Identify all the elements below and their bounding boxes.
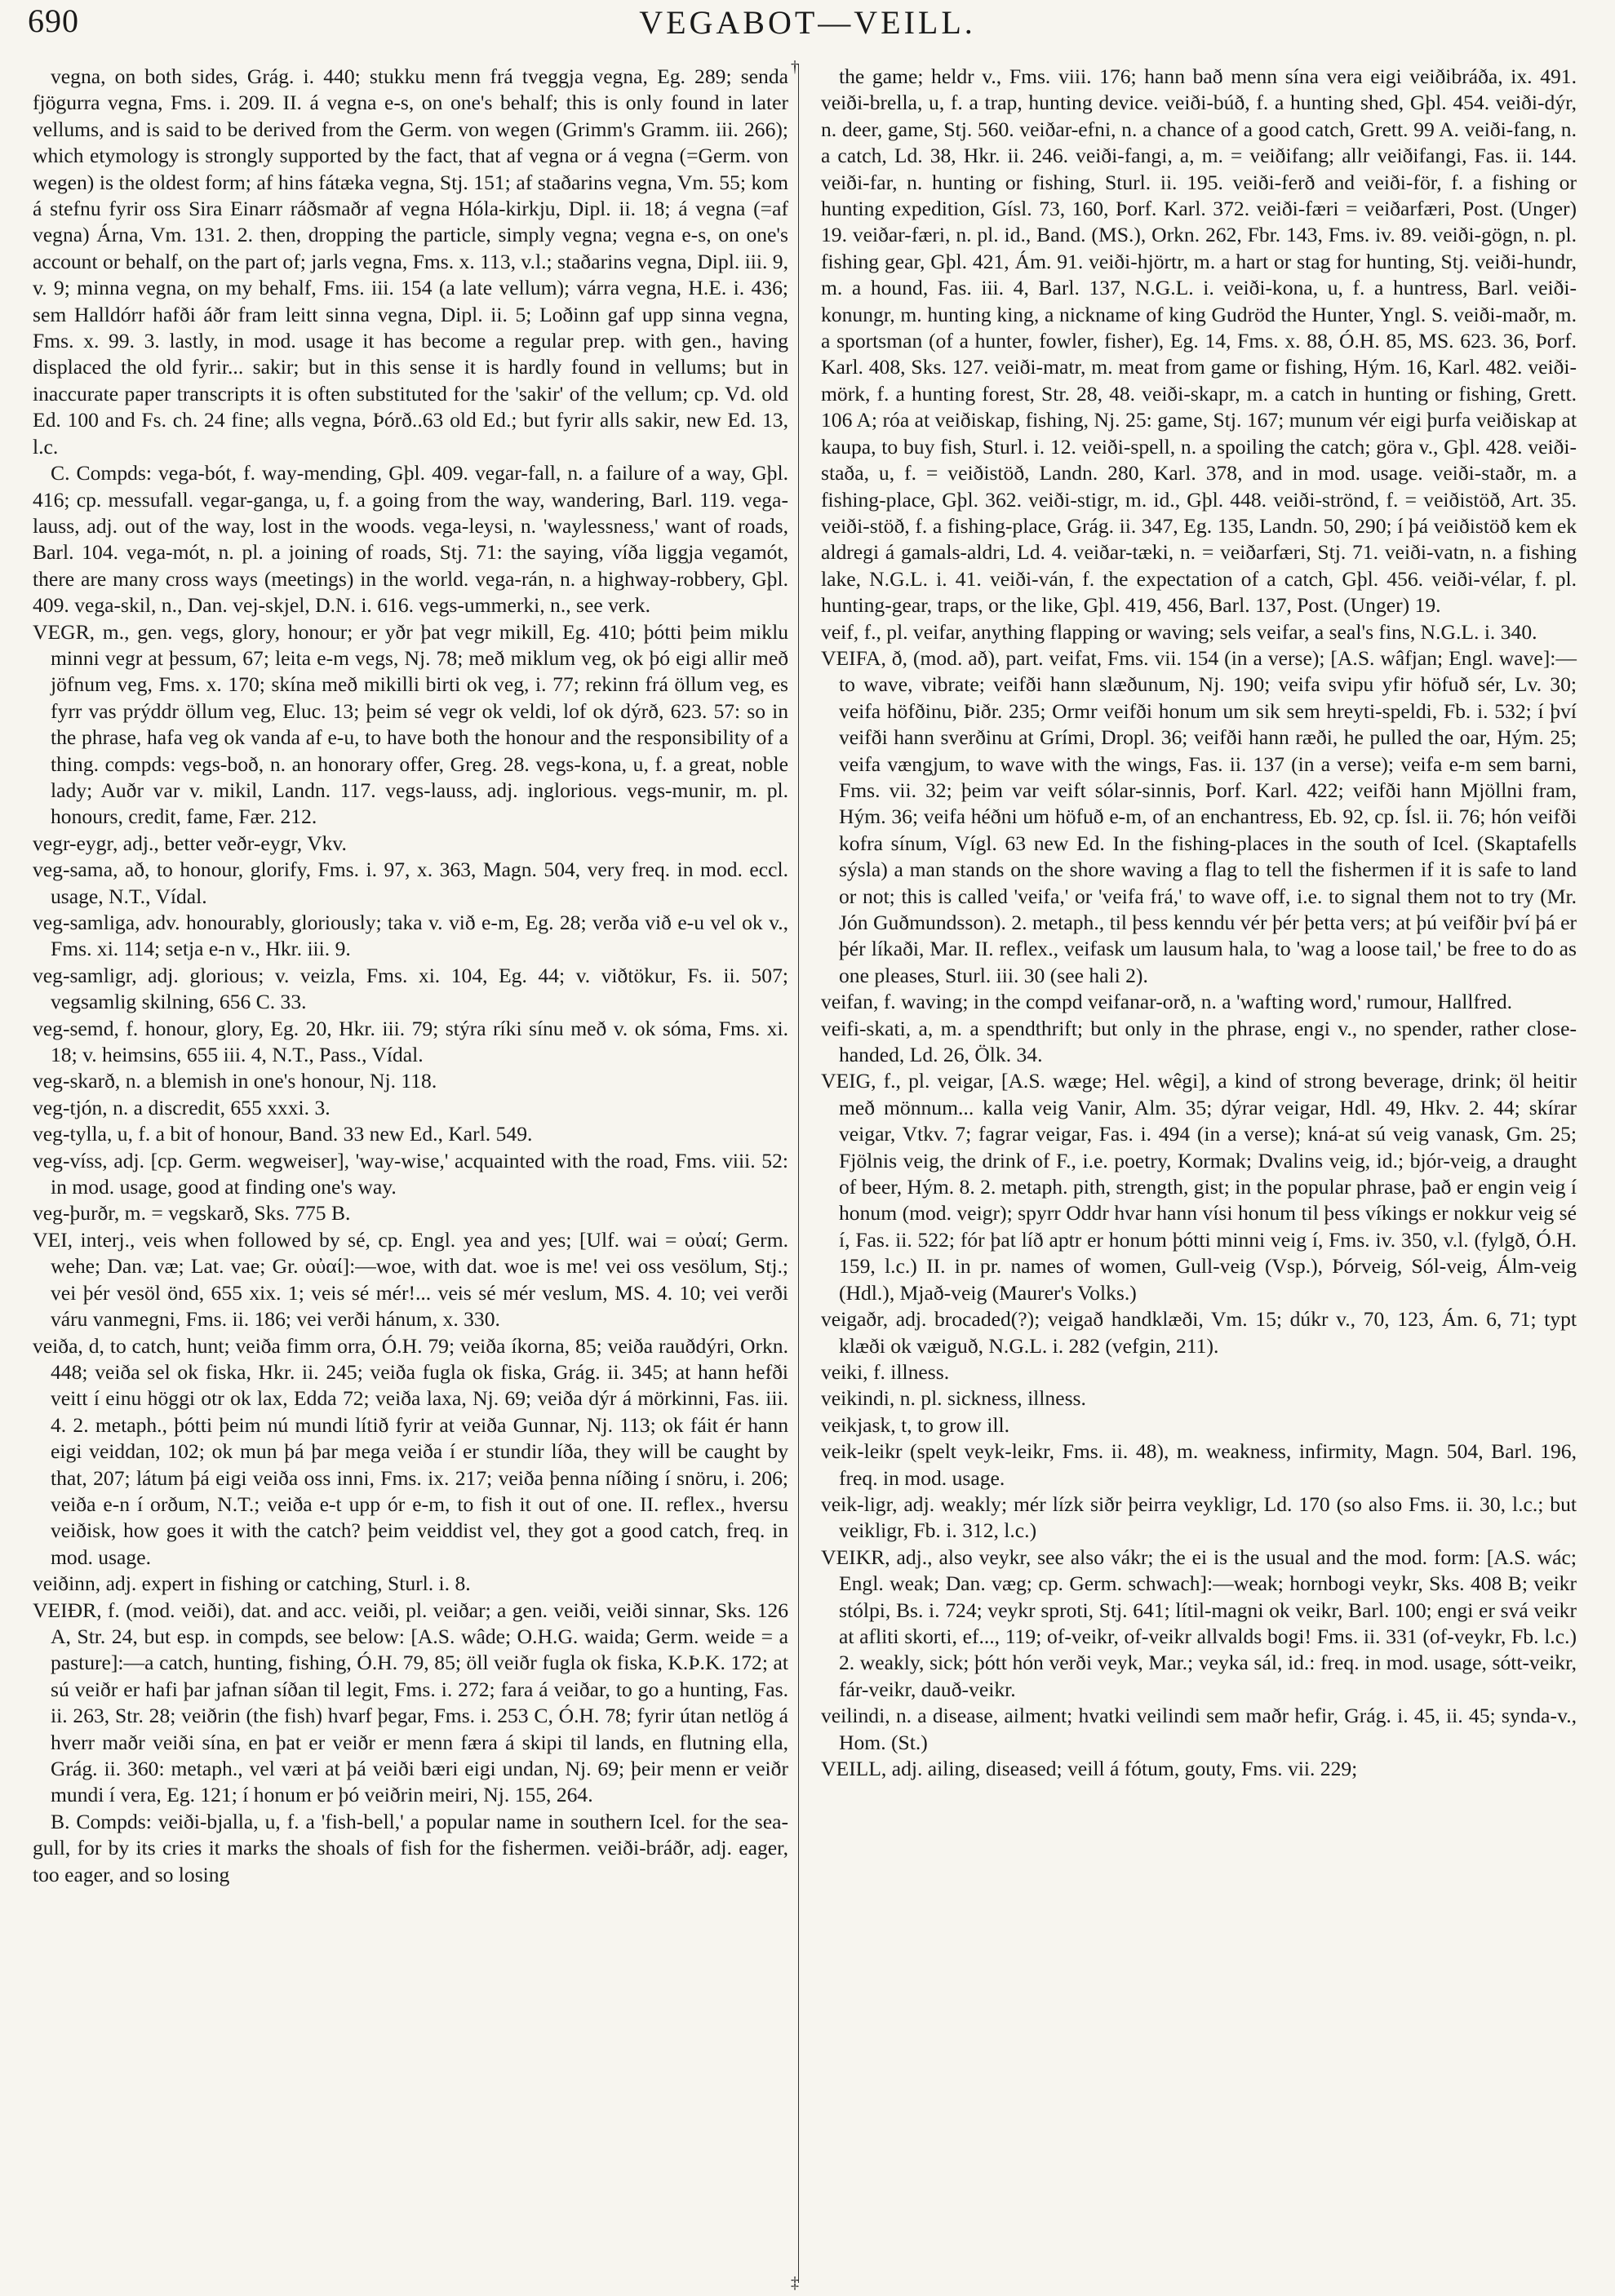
left-column (33, 64, 788, 1888)
dictionary-entry: veg-semd, f. honour, glory, Eg. 20, Hkr. iii. 79; stýra ríki sínu með v. ok sóma, Fms. xi. 18; v. heimsins, 655 iii. 4, N.T., Pass., Vídal. (33, 1016, 788, 1067)
dictionary-entry: vegna, on both sides, Grág. i. 440; stukku menn frá tveggja vegna, Eg. 289; senda fjögurra vegna, Fms. i. 209. II. á vegna e-s, on one's behalf; this is only found in later vellums, and is said to be derived from the Germ. von wegen (Grimm's Gramm. iii. 266); which etymology is strongly supported by the fact, that af vegna or á vegna (=Germ. von wegen) is the oldest form; af hins fátæka vegna, Stj. 151; af staðarins vegna, Vm. 55; kom á stefnu fyrir oss Sira Einarr ráðsmaðr af vegna Hóla-kirkju, Dipl. ii. 18; á vegna (=af vegna) Árna, Vm. 131. 2. then, dropping the particle, simply vegna; vegna e-s, on one's account or behalf, on the part of; jarls vegna, Fms. x. 113, v.l.; staðarins vegna, Dipl. iii. 9, v. 9; minna vegna, on my behalf, Fms. iii. 154 (a late vellum); várra vegna, H.E. i. 436; sem Halldórr hafði áðr fram leitt sinna vegna, Dipl. ii. 5; Loðinn gaf upp sinna vegna, Fms. x. 99. 3. lastly, in mod. usage it has become a regular prep. with gen., having displaced the old fyrir... sakir; but in this sense it is hardly found in vellums; but in inaccurate paper transcripts it is often substituted for the 'sakir' of the vellum; cp. Vd. old Ed. 100 and Fs. ch. 24 fine; alls vegna, Þórð..63 old Ed.; but fyrir alls sakir, new Ed. 13, l.c. (33, 64, 788, 459)
dictionary-entry: veifi-skati, a, m. a spendthrift; but only in the phrase, engi v., no spender, rather close-handed, Ld. 26, Ölk. 34. (821, 1016, 1577, 1067)
column-rule-ornament-bottom: ‡ (791, 2274, 799, 2292)
right-column (821, 64, 1577, 1782)
dictionary-entry: veikindi, n. pl. sickness, illness. (821, 1386, 1086, 1411)
column-divider (798, 64, 799, 2283)
dictionary-entry: VEILL, adj. ailing, diseased; veill á fótum, gouty, Fms. vii. 229; (821, 1757, 1358, 1780)
running-head: VEGABOT—VEILL. (639, 4, 976, 41)
dictionary-entry: veg-samligr, adj. glorious; v. veizla, Fms. xi. 104, Eg. 44; v. viðtökur, Fs. ii. 507; vegsamlig skilning, 656 C. 33. (33, 963, 788, 1014)
dictionary-entry: veg-sama, að, to honour, glorify, Fms. i. 97, x. 363, Magn. 504, very freq. in mod. eccl. usage, N.T., Vídal. (33, 858, 788, 908)
dictionary-entry: the game; heldr v., Fms. viii. 176; hann bað menn sína vera eigi veiðibráða, ix. 491. veiði-brella, u, f. a trap, hunting device. veiði-búð, f. a hunting shed, Gþl. 454. veiði-dýr, n. deer, game, Stj. 560. veiðar-efni, n. a chance of a good catch, Grett. 99 A. veiði-fang, n. a catch, Ld. 38, Hkr. ii. 246. veiði-fangi, a, m. = veiðifang; allr veiðifangi, Fas. ii. 144. veiði-far, n. hunting or fishing, Sturl. ii. 195. veiði-ferð and veiði-för, f. a fishing or hunting expedition, Gísl. 73, 160, Þorf. Karl. 372. veiði-færi = veiðarfæri, Post. (Unger) 19. veiðar-færi, n. pl. id., Band. (MS.), Orkn. 262, Fbr. 143, Fms. iv. 89. veiði-gögn, n. pl. fishing gear, Gþl. 421, Ám. 91. veiði-hjörtr, m. a hart or stag for hunting, Stj. veiði-hundr, m. a hound, Fas. iii. 4, Barl. 137, N.G.L. i. veiði-kona, u, f. a huntress, Barl. veiði-konungr, m. hunting king, a nickname of king Gudröd the Hunter, Yngl. S. veiði-maðr, m. a sportsman (of a hunter, fowler, fisher), Eg. 14, Fms. x. 88, Ó.H. 85, MS. 623. 36, Þorf. Karl. 408, Sks. 127. veiði-matr, m. meat from game or fishing, Hým. 16, Karl. 482. veiði-mörk, f. a hunting forest, Str. 28, 48. veiði-skapr, m. a catch in hunting or fishing, Grett. 106 A; róa at veiðiskap, fishing, Nj. 25: game, Stj. 167; munum vér eigi þurfa veiðiskap at kaupa, to buy fish, Sturl. i. 12. veiði-spell, n. a spoiling the catch; göra v., Gþl. 428. veiði-staða, u, f. = veiðistöð, Landn. 280, Karl. 378, and in mod. usage. veiði-staðr, m. a fishing-place, Gþl. 362. veiði-stigr, m. id., Gþl. 448. veiði-strönd, f. = veiðistöð, Art. 35. veiði-stöð, f. a fishing-place, Grág. ii. 347, Eg. 135, Landn. 50, 290; í þá veiðistöð kem ek aldregi á gamals-aldri, Ld. 4. veiðar-tæki, n. = veiðarfæri, Stj. 71. veiði-vatn, n. a fishing lake, N.G.L. i. 41. veiði-ván, f. the expectation of a catch, Gþl. 456. veiði-vélar, f. pl. hunting-gear, traps, or the like, Gþl. 419, 456, Barl. 137, Post. (Unger) 19. (821, 64, 1577, 618)
dictionary-entry: VEI, interj., veis when followed by sé, cp. Engl. yea and yes; [Ulf. wai = οὐαί; Germ. wehe; Dan. væ; Lat. vae; Gr. οὐαί]:—woe, with dat. woe is me! vei oss vesölum, Stj.; vei þér vesöl önd, 655 xix. 1; veis sé mér!... veis sé mér veslum, MS. 4. 10; vei verði váru vanmegni, Fms. ii. 186; vei verði hánum, x. 330. (33, 1227, 788, 1332)
dictionary-entry: veg-víss, adj. [cp. Germ. wegweiser], 'way-wise,' acquainted with the road, Fms. viii. 52: in mod. usage, good at finding one's way. (33, 1148, 788, 1199)
dictionary-entry: veik-ligr, adj. weakly; mér lízk siðr þeirra veykligr, Ld. 170 (so also Fms. ii. 30, l.c.; but veikligr, Fb. i. 312, l.c.) (821, 1492, 1577, 1543)
dictionary-entry: VEIG, f., pl. veigar, [A.S. wæge; Hel. wêgi], a kind of strong beverage, drink; öl heitir með mönnum... kalla veig Vanir, Alm. 35; dýrar veigar, Hdl. 49, Hkv. 2. 44; skírar veigar, Vtkv. 7; fagrar veigar, Fas. i. 494 (in a verse); kná-at sú veig vanask, Gm. 25; Fjölnis veig, the drink of F., i.e. poetry, Kormak; Dvalins veig, id.; bjór-veig, a draught of beer, Hým. 8. 2. metaph. pith, strength, gist; in the popular phrase, það er engin veig í honum (mod. veigr); spyrr Oddr hvar hann vísi honum til þess víkings er nokkur veig sé í, Fas. ii. 522; fór þat líð aptr er honum þótti minni veig í, Fms. iv. 350, v.l. (fylgð, Ó.H. 159, l.c.) II. in pr. names of women, Gull-veig (Vsp.), Þórveig, Sól-veig, Álm-veig (Hdl.), Mjað-veig (Maurer's Volks.) (821, 1069, 1577, 1305)
dictionary-entry: VEIKR, adj., also veykr, see also vákr; the ei is the usual and the mod. form: [A.S. wác; Engl. weak; Dan. væg; cp. Germ. schwach]:—weak; hornbogi veykr, Sks. 408 B; veikr stólpi, Bs. i. 724; veykr sproti, Stj. 641; lítil-magni ok veikr, Barl. 100; engi er svá veikr at afliti skorti, ef..., 119; of-veikr, of-veikr allvalds bogi! Fms. ii. 331 (of-veykr, Fb. l.c.) 2. weakly, sick; þótt hón verði veyk, Mar.; veyka sál, id.: freq. in mod. usage, sótt-veikr, fár-veikr, dauð-veikr. (821, 1545, 1577, 1701)
dictionary-entry: veg-samliga, adv. honourably, gloriously; taka v. við e-m, Eg. 28; verða við e-u vel ok v., Fms. xi. 114; setja e-n v., Hkr. iii. 9. (33, 911, 788, 961)
dictionary-entry: veg-tylla, u, f. a bit of honour, Band. 33 new Ed., Karl. 549. (33, 1122, 533, 1146)
dictionary-entry: veilindi, n. a disease, ailment; hvatki veilindi sem maðr hefir, Grág. i. 45, ii. 45; synda-v., Hom. (St.) (821, 1704, 1577, 1754)
dictionary-entry: veiðinn, adj. expert in fishing or catching, Sturl. i. 8. (33, 1571, 471, 1596)
dictionary-entry: veiki, f. illness. (821, 1359, 950, 1384)
dictionary-entry: veiða, d, to catch, hunt; veiða fimm orra, Ó.H. 79; veiða íkorna, 85; veiða rauðdýri, Orkn. 448; veiða sel ok fiska, Hkr. ii. 245; veiða fugla ok fiska, Grág. ii. 345; at hann hefði veitt í einu höggi otr ok lax, Edda 72; veiða laxa, Nj. 69; veiða dýr á mörkinni, Fas. iii. 4. 2. metaph., þótti þeim nú mundi lítið fyrir at veiða Gunnar, Nj. 113; ok fáit ér hann eigi veiddan, 102; ok mun þá þar mega veiða í er stundir líða, they will be caught by that, 207; látum þá eigi veiða oss inni, Fms. ix. 217; veiða þenna níðing í snöru, i. 206; veiða e-n í orðum, N.T.; veiða e-t upp ór e-m, to fish it out of one. II. reflex., hversu veiðisk, how goes it with the catch? þeim veiddist vel, they got a good catch, freq. in mod. usage. (33, 1333, 788, 1569)
column-rule-ornament-top: † (791, 58, 799, 76)
dictionary-entry: VEIÐR, f. (mod. veiði), dat. and acc. veiði, pl. veiðar; a gen. veiði, veiði sinnar, Sks. 126 A, Str. 24, but esp. in compds, see below: [A.S. wâde; O.H.G. waida; Germ. weide = a pasture]:—a catch, hunting, fishing, Ó.H. 79, 85; öll veiðr fugla ok fiska, K.Þ.K. 172; at sú veiðr er hafi þar jafnan síðan til legit, Fms. i. 272; fara á veiðar, to go a hunting, Fas. ii. 263, Str. 28; veiðrin (the fish) hvarf þegar, Fms. i. 253 C, Ó.H. 78; fyrir útan netlög á hverr maðr veiði sína, en þat er veiðr er menn færa á skipi til lands, en flutning ella, Grág. ii. 360: metaph., vel væri at þá veiði bæri eigi undan, Nj. 69; þeir menn er veiðr mundi í vera, Eg. 121; í honum er þó veiðrin meiri, Nj. 155, 264. (33, 1598, 788, 1807)
dictionary-entry: veg-tjón, n. a discredit, 655 xxxi. 3. (33, 1095, 331, 1119)
dictionary-entry: VEIFA, ð, (mod. að), part. veifat, Fms. vii. 154 (in a verse); [A.S. wâfjan; Engl. wave]:—to wave, vibrate; veifði hann slæðunum, Nj. 190; veifa svipu yfir höfuð sér, Lv. 30; veifa höfðinu, Þiðr. 235; Ormr veifði honum um sik sem hreyti-speldi, Fb. i. 532; í því veifði hann sverðinu at Grími, Dropl. 36; veifði hann ræði, he pulled the oar, Hým. 25; veifa vængjum, to wave with the wings, Fas. ii. 137 (in a verse); veifa e-m sem barni, Fms. vii. 32; þeim var veift sólar-sinnis, Þorf. Karl. 422; veifði hann Mjöllni fram, Hým. 36; veifa héðni um höfuð e-m, of an enchantress, Eb. 92, cp. Ísl. ii. 76; hón veifði kofra sínum, Vígl. 63 new Ed. In the fishing-places in the south of Icel. (Skaptafells sýsla) a man stands on the shore waving a flag to tell the fishermen if it is safe to land or not; this is called 'veifa,' or 'veifa frá,' to wave off, i.e. to signal them not to try (Mr. Jón Guðmundsson). 2. metaph., til þess kenndu vér þér þetta vers; at þú veifðir því þá er þér líkaði, Mar. II. reflex., veifask um lausum hala, to 'wag a loose tail,' be free to do as one pleases, Sturl. iii. 30 (see hali 2). (821, 645, 1577, 987)
dictionary-entry: veif, f., pl. veifar, anything flapping or waving; sels veifar, a seal's fins, N.G.L. i. 340. (821, 619, 1537, 644)
dictionary-entry: B. Compds: veiði-bjalla, u, f. a 'fish-bell,' a popular name in southern Icel. for the sea-gull, for by its cries it marks the shoals of fish for the fishermen. veiði-bráðr, adj. eager, too eager, and so losing (33, 1809, 788, 1886)
dictionary-entry: VEGR, m., gen. vegs, glory, honour; er yðr þat vegr mikill, Eg. 410; þótti þeim miklu minni vegr at þessum, 67; leita e-m vegs, Nj. 78; með miklum veg, ok þó eigi allir með jöfnum veg, Fms. x. 170; skína með mikilli birti ok veg, i. 77; rekinn frá öllum veg, es fyrr vas prýddr öllum veg, Eluc. 13; þeim sé vegr ok veldi, lof ok dýrð, 623. 57: so in the phrase, hafa veg ok vanda af e-u, to have both the honour and the responsibility of a thing. compds: vegs-boð, n. an honorary offer, Greg. 28. vegs-kona, u, f. a great, noble lady; Auðr var v. mikil, Landn. 117. vegs-lauss, adj. inglorious. vegs-munir, m. pl. honours, credit, fame, Fær. 212. (33, 619, 788, 829)
page-number: 690 (28, 2, 79, 39)
dictionary-entry: veifan, f. waving; in the compd veifanar-orð, n. a 'wafting word,' rumour, Hallfred. (821, 990, 1513, 1014)
dictionary-entry: veikjask, t, to grow ill. (821, 1412, 1010, 1437)
dictionary-entry: veg-skarð, n. a blemish in one's honour, Nj. 118. (33, 1069, 437, 1093)
dictionary-entry: veigaðr, adj. brocaded(?); veigað handklæði, Vm. 15; dúkr v., 70, 123, Ám. 6, 71; typt klæði ok væiguð, N.G.L. i. 282 (vefgin, 211). (821, 1307, 1577, 1358)
dictionary-entry: C. Compds: vega-bót, f. way-mending, Gþl. 409. vegar-fall, n. a failure of a way, Gþl. 416; cp. messufall. vegar-ganga, u, f. a going from the way, wandering, Barl. 119. vega-lauss, adj. out of the way, lost in the woods. vega-leysi, n. 'waylessness,' want of roads, Barl. 104. vega-mót, n. pl. a joining of roads, Stj. 71: the saying, víða liggja vegamót, there are many cross ways (meetings) in the world. vega-rán, n. a highway-robbery, Gþl. 409. vega-skil, n., Dan. vej-skjel, D.N. i. 616. vegs-ummerki, n., see verk. (33, 461, 788, 618)
dictionary-entry: vegr-eygr, adj., better veðr-eygr, Vkv. (33, 831, 347, 855)
dictionary-entry: veg-þurðr, m. = vegskarð, Sks. 775 B. (33, 1201, 351, 1226)
dictionary-entry: veik-leikr (spelt veyk-leikr, Fms. ii. 48), m. weakness, infirmity, Magn. 504, Barl. 196, freq. in mod. usage. (821, 1439, 1577, 1490)
